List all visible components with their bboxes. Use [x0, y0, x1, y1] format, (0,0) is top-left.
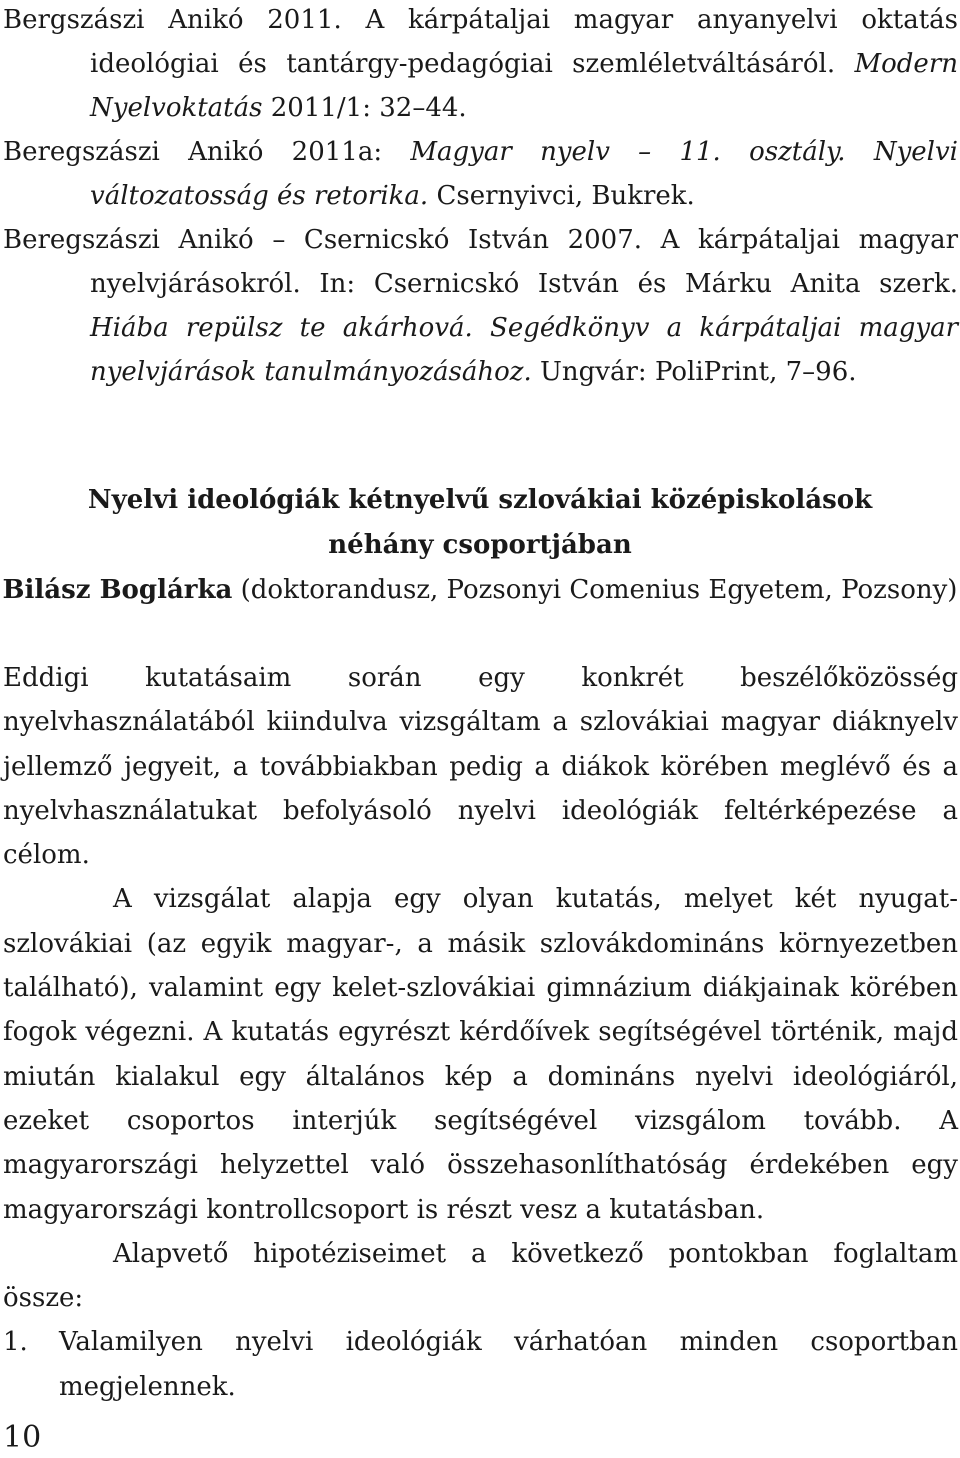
page-number: 10 [3, 1420, 42, 1455]
body-paragraph: A vizsgálat alapja egy olyan kutatás, melyet két nyugat-szlovákiai (az egyik magyar-, a másik szlovákdomináns környezetben található), valamint egy kelet-szlovákiai gimnázium diákjainak körében fogok végezni. A kutatás egyrészt kérdőívek segítségével történik, majd miután kialakul egy általános kép a domináns nyelvi ideológiáról, ezeket csoportos interjúk segítségével vizsgálom tovább. A magyarországi helyzettel való összehasonlíthatóság érdekében egy magyarországi kontrollcsoport is részt vesz a kutatásban. [3, 884, 958, 1225]
list-item-text: Valamilyen nyelvi ideológiák várhatóan minden csoportban megjelennek. [59, 1327, 958, 1402]
reference-italic-text: Magyar nyelv – 11. osztály. Nyelvi változatosság és retorika. [90, 137, 958, 211]
reference-entry [3, 218, 958, 394]
author-name: Bilász Boglárka [2, 575, 233, 605]
author-affiliation: (doktorandusz, Pozsonyi Comenius Egyetem, Pozsony) [232, 575, 958, 605]
reference-text: 2011/1: 32–44. [262, 93, 467, 123]
reference-text: Bergszászi Anikó 2011. A kárpátaljai magyar anyanyelvi oktatás ideológiai és tantárgy-pedagógiai szemléletváltásáról. [3, 5, 958, 79]
reference-list [3, 0, 958, 394]
body-paragraph: Alapvető hipotéziseimet a következő pontokban foglaltam össze: [3, 1238, 958, 1314]
reference-text: Beregszászi Anikó 2011a: [3, 137, 411, 167]
article-title-line-2: néhány csoportjában [328, 530, 632, 560]
list-item-number: 1. [3, 1327, 28, 1358]
reference-text: Beregszászi Anikó – Csernicskó István 2007. A kárpátaljai magyar nyelvjárásokról. In: Csernicskó István és Márku Anita szerk. [3, 225, 958, 299]
author-line [0, 568, 960, 613]
reference-text: Ungvár: PoliPrint, 7–96. [531, 357, 857, 387]
article-heading [0, 478, 960, 613]
reference-italic-text: Hiába repülsz te akárhová. Segédkönyv a kárpátaljai magyar nyelvjárások tanulmányozásához. [90, 313, 958, 387]
reference-text: Csernyivci, Bukrek. [428, 181, 695, 211]
reference-entry [3, 0, 958, 130]
body-paragraph: Eddigi kutatásaim során egy konkrét beszélőközösség nyelvhasználatából kiindulva vizsgáltam a szlovákiai magyar diáknyelv jellemző jegyeit, a továbbiakban pedig a diákok körében meglévő és a nyelvhasználatukat befolyásoló nyelvi ideológiák feltérképezése a célom. [3, 663, 958, 871]
reference-entry [3, 130, 958, 218]
reference-italic-text: Modern Nyelvoktatás [90, 49, 958, 123]
article-body [3, 656, 958, 1409]
article-title-line-1: Nyelvi ideológiák kétnyelvű szlovákiai középiskolások [87, 485, 873, 515]
hypothesis-list-item [3, 1320, 958, 1409]
